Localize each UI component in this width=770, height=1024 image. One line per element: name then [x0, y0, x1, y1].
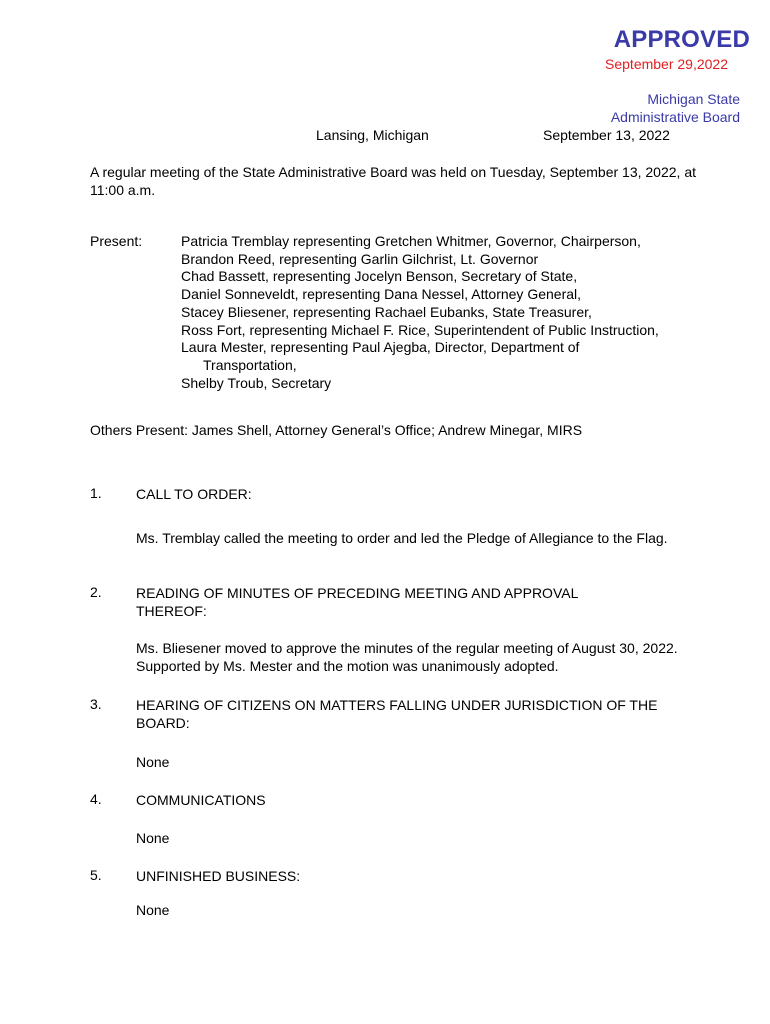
present-list: [181, 233, 741, 392]
others-present: Others Present: James Shell, Attorney General’s Office; Andrew Minegar, MIRS: [90, 422, 583, 438]
item-body: None: [136, 754, 170, 770]
item-number: 1.: [90, 485, 102, 501]
approving-organization: [580, 90, 740, 126]
present-member-continuation: Transportation,: [203, 356, 297, 373]
item-heading: UNFINISHED BUSINESS:: [136, 868, 301, 884]
present-member: Shelby Troub, Secretary: [181, 374, 332, 391]
item-number: 3.: [90, 696, 102, 712]
meeting-location: Lansing, Michigan: [316, 127, 429, 143]
present-member: Brandon Reed, representing Garlin Gilchrist, Lt. Governor: [181, 250, 539, 267]
item-heading: READING OF MINUTES OF PRECEDING MEETING AND APPROVAL THEREOF:: [136, 585, 578, 619]
present-member: Ross Fort, representing Michael F. Rice, Superintendent of Public Instruction,: [181, 321, 659, 338]
present-member: Chad Bassett, representing Jocelyn Benson, Secretary of State,: [181, 268, 578, 285]
item-number: 4.: [90, 791, 102, 807]
item-body: None: [136, 830, 170, 846]
present-member: Daniel Sonneveldt, representing Dana Nessel, Attorney General,: [181, 286, 582, 303]
item-body: None: [136, 902, 170, 918]
item-body: Ms. Tremblay called the meeting to order and led the Pledge of Allegiance to the Flag.: [136, 530, 668, 546]
present-member: Stacey Bliesener, representing Rachael Eubanks, State Treasurer,: [181, 303, 592, 320]
item-number: 5.: [90, 867, 102, 883]
present-member: Patricia Tremblay representing Gretchen Whitmer, Governor, Chairperson,: [181, 233, 641, 249]
org-line-1: Michigan State: [647, 91, 740, 107]
present-member: Laura Mester, representing Paul Ajegba, Director, Department of: [181, 339, 580, 356]
approved-label: APPROVED: [613, 26, 750, 53]
approved-date: September 29,2022: [605, 56, 728, 72]
item-heading: COMMUNICATIONS: [136, 792, 266, 808]
item-number: 2.: [90, 584, 102, 600]
present-label: Present:: [90, 233, 143, 249]
intro-paragraph: A regular meeting of the State Administrative Board was held on Tuesday, September 13, 2022, at 11:00 a.m.: [90, 164, 696, 198]
org-line-2: Administrative Board: [610, 109, 740, 125]
meeting-date: September 13, 2022: [543, 127, 670, 143]
item-heading: CALL TO ORDER:: [136, 486, 252, 502]
item-heading: HEARING OF CITIZENS ON MATTERS FALLING UNDER JURISDICTION OF THE BOARD:: [136, 697, 658, 731]
item-body: Ms. Bliesener moved to approve the minutes of the regular meeting of August 30, 2022. Supported by Ms. Mester and the motion was unanimously adopted.: [136, 640, 678, 674]
